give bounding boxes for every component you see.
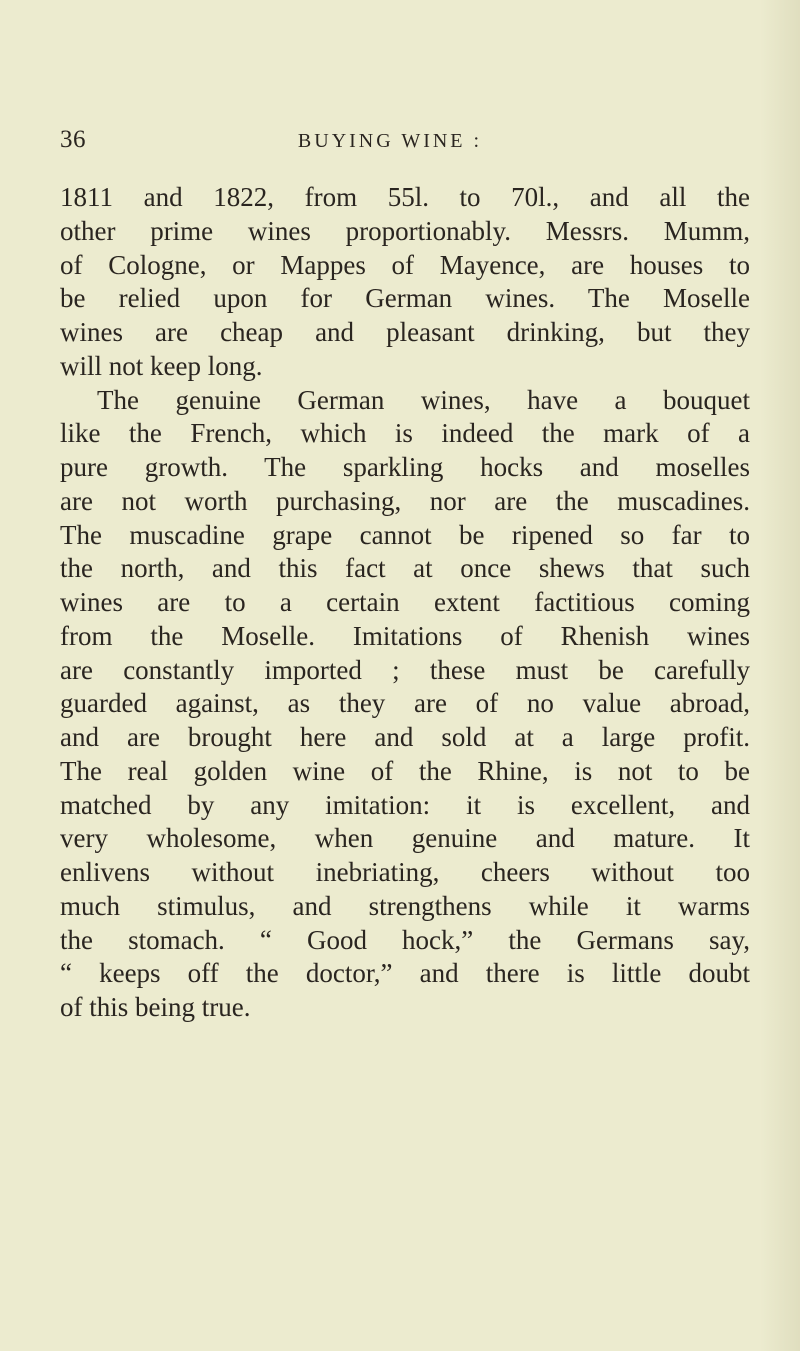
page-header xyxy=(60,126,750,166)
text-line: wines are cheap and pleasant drinking, but they xyxy=(60,317,750,347)
text-line: like the French, which is indeed the mark of a xyxy=(60,418,750,449)
text-line: and are brought here and sold at a large profit. xyxy=(60,722,750,752)
running-head: BUYING WINE : xyxy=(297,130,483,152)
text-line: will not keep long. xyxy=(60,350,263,381)
text-line: be relied upon for German wines. The Moselle xyxy=(60,283,750,314)
text-line: matched by any imitation: it is excellent, and xyxy=(60,789,750,820)
text-line: other prime wines proportionably. Messrs. Mumm, xyxy=(60,215,750,246)
text-line: pure growth. The sparkling hocks and moselles xyxy=(60,452,750,482)
text-line: very wholesome, when genuine and mature. It xyxy=(60,823,750,854)
text-line: are not worth purchasing, nor are the muscadines. xyxy=(60,485,750,516)
text-line: the stomach. “ Good hock,” the Germans say, xyxy=(60,924,750,955)
text-line: enlivens without inebriating, cheers without too xyxy=(60,857,750,887)
text-line: from the Moselle. Imitations of Rhenish wines xyxy=(60,620,750,651)
text-line: the north, and this fact at once shews that such xyxy=(60,553,750,584)
body-text xyxy=(60,181,750,1025)
text-line: guarded against, as they are of no value abroad, xyxy=(60,688,750,719)
text-line: much stimulus, and strengthens while it warms xyxy=(60,890,750,921)
text-line: “ keeps off the doctor,” and there is little doubt xyxy=(60,958,750,989)
text-line: of this being true. xyxy=(60,992,251,1022)
page-edge-shade xyxy=(760,0,800,1351)
text-line: The genuine German wines, have a bouquet xyxy=(97,384,750,415)
text-line: The real golden wine of the Rhine, is not to be xyxy=(60,755,750,786)
text-line: are constantly imported ; these must be carefully xyxy=(60,654,750,685)
page-number: 36 xyxy=(60,126,86,153)
text-line: wines are to a certain extent factitious coming xyxy=(60,587,750,617)
text-line: The muscadine grape cannot be ripened so far to xyxy=(60,519,750,550)
text-line: of Cologne, or Mappes of Mayence, are houses to xyxy=(60,249,750,280)
text-line: 1811 and 1822, from 55l. to 70l., and all the xyxy=(60,182,750,212)
